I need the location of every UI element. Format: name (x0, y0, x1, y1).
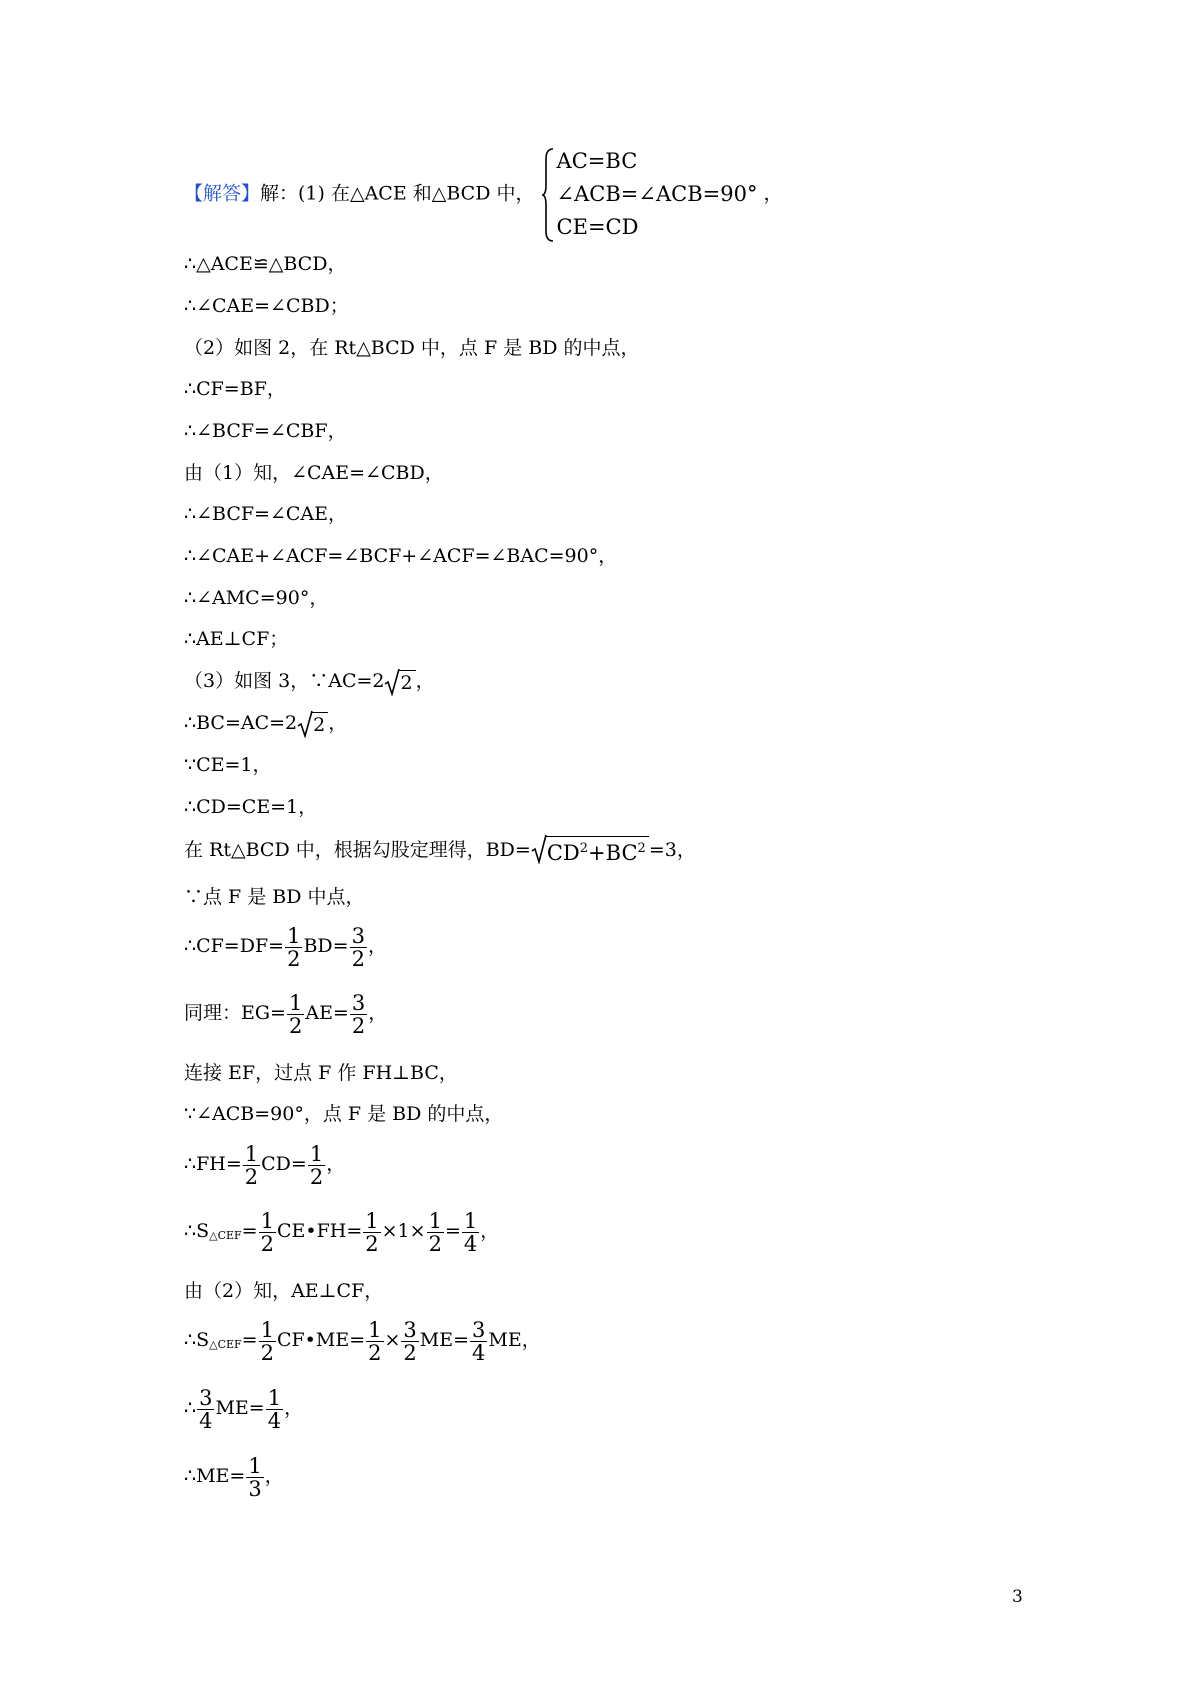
line-14: ∵CE=1， (184, 754, 272, 776)
line-7: 由（1）知，∠CAE=∠CBD， (184, 462, 444, 484)
line-25: ∴S△CEF= $\frac{1}{2}$ CF•ME= $\frac{1}{2}$ × $\frac{3}{2}$ ME= $\frac{3}{4}$ ME， (184, 1317, 541, 1365)
line-21: ∵∠ACB=90°，点 F 是 BD 的中点， (184, 1103, 504, 1125)
fraction: $\frac{1}{4}$ (463, 1208, 478, 1256)
system-row-3: CE=CD (556, 215, 639, 239)
line-26: ∴ $\frac{3}{4}$ ME= $\frac{1}{4}$ ， (184, 1385, 304, 1433)
fraction: $\frac{1}{2}$ (244, 1141, 259, 1189)
line-20: 连接 EF，过点 F 作 FH⊥BC， (184, 1062, 458, 1084)
fraction: $\frac{1}{2}$ (428, 1208, 442, 1256)
fraction: $\frac{3}{2}$ (403, 1317, 417, 1365)
fraction: $\frac{3}{4}$ (199, 1385, 213, 1433)
fraction: $\frac{1}{2}$ (309, 1141, 324, 1189)
sqrt-expression: 2 (384, 670, 415, 695)
fraction: $\frac{1}{2}$ (365, 1208, 379, 1256)
line-2: ∴△ACE≌△BCD， (184, 253, 347, 275)
page-number: 3 (1012, 1587, 1023, 1607)
line-13: ∴BC=AC=2 2 ， (184, 711, 347, 737)
fraction: $\frac{1}{2}$ (260, 1317, 274, 1365)
answer-label: 【解答】 (184, 182, 261, 205)
line-24: 由（2）知，AE⊥CF， (184, 1280, 384, 1302)
intro-text: 解：(1) 在△ACE 和△BCD 中， (260, 182, 535, 205)
fraction: $\frac{1}{2}$ (260, 1208, 274, 1256)
sqrt-expression: 2 (297, 712, 328, 737)
answer-intro-line (184, 145, 783, 244)
system-row-2: ∠ACB=∠ACB=90° (556, 182, 758, 206)
radical-sign-icon (297, 710, 313, 738)
line-10: ∴∠AMC=90°， (184, 587, 329, 609)
fraction: $\frac{3}{2}$ (351, 923, 365, 971)
system-row-1: AC=BC (556, 149, 638, 173)
fraction: $\frac{1}{2}$ (287, 923, 301, 971)
fraction: $\frac{1}{3}$ (248, 1453, 262, 1501)
fraction: $\frac{1}{2}$ (368, 1317, 382, 1365)
equation-system (541, 145, 758, 244)
line-22: ∴FH= $\frac{1}{2}$ CD= $\frac{1}{2}$ ， (184, 1141, 346, 1189)
intro-end: ， (763, 182, 783, 205)
radical-sign-icon (531, 834, 547, 864)
radical-sign-icon (384, 668, 400, 696)
line-3: ∴∠CAE=∠CBD； (184, 295, 349, 317)
line-18: ∴CF=DF= $\frac{1}{2}$ BD= $\frac{3}{2}$ ， (184, 923, 387, 971)
sqrt-expression: $CD^2+BC^2$ (531, 836, 649, 866)
line-5: ∴CF=BF， (184, 378, 286, 400)
fraction: $\frac{1}{2}$ (288, 990, 303, 1038)
line-23: ∴S△CEF= $\frac{1}{2}$ CE•FH= $\frac{1}{2}$ ×1× $\frac{1}{2}$ = $\frac{1}{4}$ ， (184, 1208, 500, 1256)
line-4: （2）如图 2，在 Rt△BCD 中，点 F 是 BD 的中点， (184, 337, 640, 359)
line-27: ∴ME= $\frac{1}{3}$ ， (184, 1453, 284, 1501)
fraction: $\frac{1}{4}$ (267, 1385, 282, 1433)
left-brace-icon (541, 147, 555, 243)
line-17: ∵点 F 是 BD 中点， (184, 886, 365, 908)
fraction: $\frac{3}{2}$ (351, 990, 366, 1038)
line-9: ∴∠CAE+∠ACF=∠BCF+∠ACF=∠BAC=90°， (184, 545, 618, 567)
line-12: （3）如图 3，∵AC=2 2 ， (184, 669, 435, 695)
line-11: ∴AE⊥CF； (184, 628, 289, 650)
line-15: ∴CD=CE=1， (184, 796, 318, 818)
line-6: ∴∠BCF=∠CBF， (184, 420, 347, 442)
line-16: 在 Rt△BCD 中，根据勾股定理得，BD= $CD^2+BC^2 =3$， (184, 836, 696, 866)
line-19: 同理：EG= $\frac{1}{2}$ AE= $\frac{3}{2}$ ， (184, 990, 388, 1038)
fraction: $\frac{3}{4}$ (472, 1317, 486, 1365)
line-8: ∴∠BCF=∠CAE， (184, 503, 348, 525)
